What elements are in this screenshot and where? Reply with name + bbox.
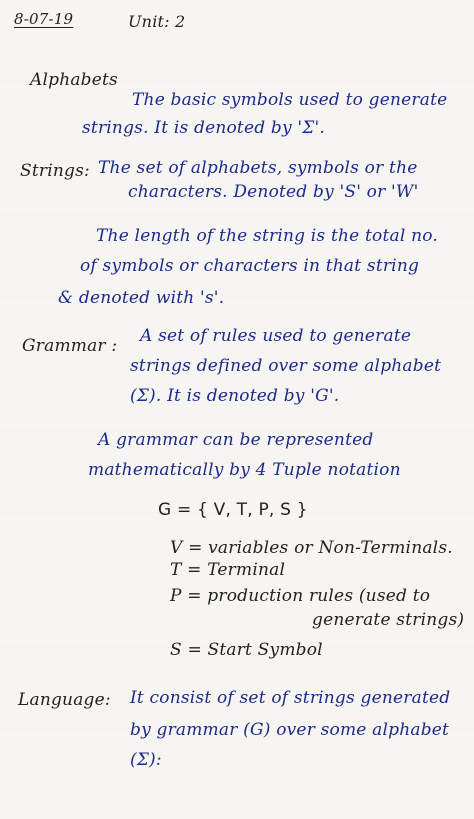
- grammar-line-1: A set of rules used to generate: [140, 326, 412, 346]
- grammar-t-def: T = Terminal: [170, 560, 286, 580]
- grammar-rep-line-2: mathematically by 4 Tuple notation: [88, 460, 401, 480]
- grammar-tuple: G = { V, T, P, S }: [158, 500, 308, 520]
- language-line-3: (Σ):: [130, 750, 162, 770]
- strings-note-line-3: & denoted with 's'.: [58, 288, 225, 308]
- heading-language: Language:: [18, 690, 111, 710]
- grammar-line-2: strings defined over some alphabet: [130, 356, 442, 376]
- strings-line-2: characters. Denoted by 'S' or 'W': [128, 182, 419, 202]
- grammar-s-def: S = Start Symbol: [170, 640, 323, 660]
- language-line-1: It consist of set of strings generated: [130, 688, 451, 708]
- heading-grammar: Grammar :: [22, 336, 118, 356]
- language-line-2: by grammar (G) over some alphabet: [130, 720, 450, 740]
- grammar-v-def: V = variables or Non-Terminals.: [170, 538, 453, 558]
- unit-title: Unit: 2: [128, 12, 186, 31]
- grammar-line-3: (Σ). It is denoted by 'G'.: [130, 386, 340, 406]
- strings-note-line-1: The length of the string is the total no.: [96, 226, 438, 246]
- strings-line-1: The set of alphabets, symbols or the: [98, 158, 418, 178]
- heading-strings: Strings:: [20, 161, 90, 181]
- grammar-rep-line-1: A grammar can be represented: [98, 430, 374, 450]
- alphabets-line-2: strings. It is denoted by 'Σ'.: [82, 118, 325, 138]
- strings-note-line-2: of symbols or characters in that string: [80, 256, 420, 276]
- date: 8-07-19: [14, 10, 74, 28]
- grammar-p-def-line-1: P = production rules (used to: [170, 586, 431, 606]
- heading-alphabets: Alphabets: [30, 70, 118, 90]
- alphabets-line-1: The basic symbols used to generate: [132, 90, 448, 110]
- grammar-p-def-line-2: generate strings): [312, 610, 465, 630]
